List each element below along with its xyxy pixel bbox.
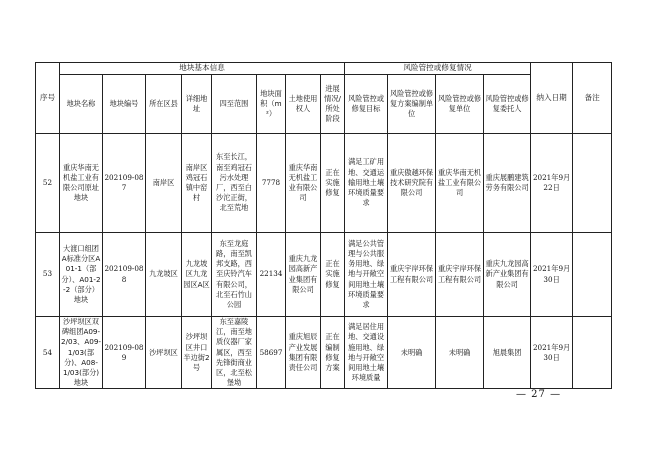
cell-bounds: 东至嘉陵江，南至地质仪器厂家属区，西至先锋街商业区，北至松堡坳 — [212, 317, 257, 389]
group-header-risk: 风险管控或修复情况 — [345, 63, 531, 75]
header-repair-unit: 风险管控或修复单位 — [436, 75, 484, 134]
cell-progress: 正在实施修复 — [321, 233, 345, 317]
cell-delegator: 重庆九龙园高新产业集团有限公司 — [484, 233, 531, 317]
cell-code: 202109-089 — [103, 317, 146, 389]
cell-seq: 52 — [36, 134, 60, 233]
cell-plan-unit: 未明确 — [388, 317, 436, 389]
header-address: 详细地址 — [182, 75, 212, 134]
cell-owner: 重庆旭辰产业发展集团有限责任公司 — [286, 317, 321, 389]
table-row — [36, 233, 612, 317]
header-name: 地块名称 — [60, 75, 103, 134]
header-delegator: 风险管控或修复委托人 — [484, 75, 531, 134]
cell-note — [573, 233, 612, 317]
cell-district: 南岸区 — [146, 134, 182, 233]
table-row — [36, 134, 612, 233]
cell-note — [573, 317, 612, 389]
cell-repair-unit: 重庆华南无机盐工业有限公司 — [436, 134, 484, 233]
cell-address: 沙坪坝区井口半边街2号 — [182, 317, 212, 389]
header-plan-unit: 风险管控或修复方案编制单位 — [388, 75, 436, 134]
cell-note — [573, 134, 612, 233]
cell-name: 沙坪坝区双碑组团A09-2/03、A09-1/03(部分)、A08-1/03(部分)地块 — [61, 317, 101, 388]
group-header-row — [36, 63, 612, 75]
header-date: 纳入日期 — [531, 63, 573, 134]
contaminated-site-table — [35, 62, 612, 389]
header-code: 地块编号 — [103, 75, 146, 134]
cell-area: 58697 — [257, 317, 286, 389]
header-area: 地块面积（m²） — [257, 75, 286, 134]
cell-repair-unit: 未明确 — [436, 317, 484, 389]
cell-code: 202109-088 — [103, 233, 146, 317]
column-header-row — [36, 75, 612, 134]
cell-delegator: 旭晨集团 — [484, 317, 531, 389]
cell-code: 202109-087 — [103, 134, 146, 233]
cell-plan-unit: 重庆傲越环保技术研究院有限公司 — [388, 134, 436, 233]
cell-area: 7778 — [257, 134, 286, 233]
cell-target: 满足公共管理与公共服务用地、绿地与开敞空间用地土壤环境质量要求 — [345, 233, 388, 317]
cell-seq: 53 — [36, 233, 60, 317]
cell-date: 2021年9月30日 — [531, 233, 573, 317]
cell-area: 22134 — [257, 233, 286, 317]
header-bounds: 四至范围 — [212, 75, 257, 134]
cell-name: 大渡口组团A标准分区A01-1（部分）、A01-2-2（部分）地块 — [60, 233, 103, 317]
cell-name: 重庆华南无机盐工业有限公司原址地块 — [60, 134, 103, 233]
cell-seq: 54 — [36, 317, 60, 389]
table-row — [36, 317, 612, 389]
cell-bounds: 东至长江，南至鸡冠石污水处理厂，西至白沙沱正街，北至荒地 — [212, 134, 257, 233]
header-note: 备注 — [573, 63, 612, 134]
cell-address: 南岸区鸡冠石镇中窑村 — [182, 134, 212, 233]
header-progress: 进展情况/所处阶段 — [321, 75, 345, 134]
header-district: 所在区县 — [146, 75, 182, 134]
cell-repair-unit: 重庆宇岸环保工程有限公司 — [436, 233, 484, 317]
cell-progress: 正在编制修复方案 — [321, 317, 345, 389]
cell-owner: 重庆华南无机盐工业有限公司 — [286, 134, 321, 233]
cell-progress: 正在实施修复 — [321, 134, 345, 233]
cell-plan-unit: 重庆宇岸环保工程有限公司 — [388, 233, 436, 317]
cell-date: 2021年9月22日 — [531, 134, 573, 233]
page-number: — 27 — — [516, 389, 562, 400]
group-header-basic: 地块基本信息 — [60, 63, 345, 75]
cell-delegator: 重庆展鹏建筑劳务有限公司 — [484, 134, 531, 233]
header-seq: 序号 — [36, 63, 60, 134]
cell-target: 满足工矿用地、交通运输用地土壤环境质量要求 — [345, 134, 388, 233]
header-target: 风险管控或修复目标 — [345, 75, 388, 134]
cell-date: 2021年9月30日 — [531, 317, 573, 389]
cell-bounds: 东至龙庭路，南至凯邦支路，西至庆铃汽车有限公司，北至石竹山公园 — [212, 233, 257, 317]
header-owner: 土地使用权人 — [286, 75, 321, 134]
cell-target: 满足居住用地、交通设施用地、绿地与开敞空间用地土壤环境质量 — [345, 317, 388, 389]
cell-district: 九龙坡区 — [146, 233, 182, 317]
cell-address: 九龙坡区九龙园区A区 — [182, 233, 212, 317]
cell-owner: 重庆九龙园高新产业集团有限公司 — [286, 233, 321, 317]
cell-district: 沙坪坝区 — [146, 317, 182, 389]
